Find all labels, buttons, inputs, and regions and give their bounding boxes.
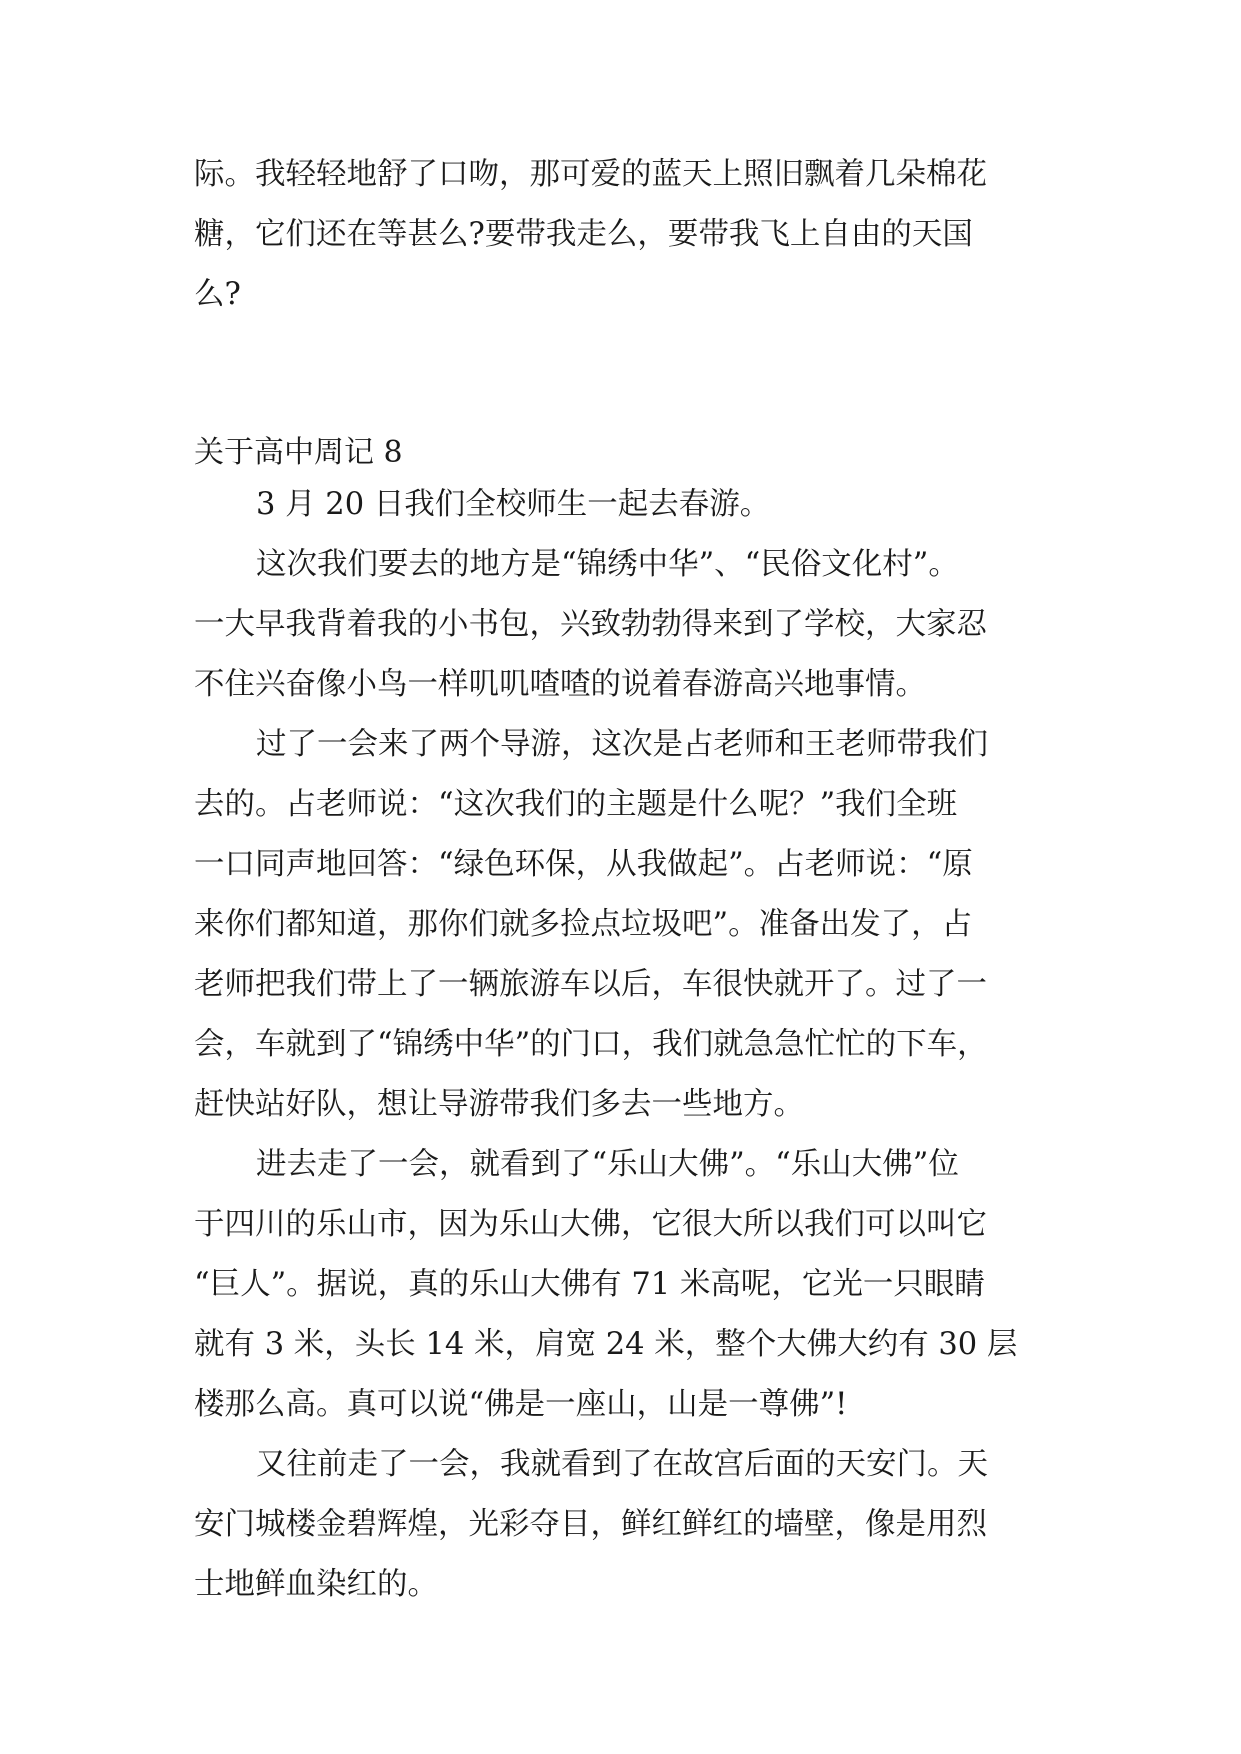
text-line: 老师把我们带上了一辆旅游车以后，车很快就开了。过了一 [194,967,987,1002]
text-line: 会，车就到了“锦绣中华”的门口，我们就急急忙忙的下车， [194,1027,988,1062]
paragraph [194,487,1044,550]
text-line: 过了一会来了两个导游，这次是占老师和王老师带我们 [256,727,988,762]
text-line: 际。我轻轻地舒了口吻，那可爱的蓝天上照旧飘着几朵棉花 [194,157,987,192]
section-heading: 关于高中周记 8 [194,435,403,470]
text-line: 安门城楼金碧辉煌，光彩夺目，鲜红鲜红的墙壁，像是用烈 [194,1507,987,1542]
text-line: 去的。占老师说：“这次我们的主题是什么呢？”我们全班 [194,787,958,822]
text-line: 又往前走了一会，我就看到了在故宫后面的天安门。天 [256,1447,988,1482]
text-line: 于四川的乐山市，因为乐山大佛，它很大所以我们可以叫它 [194,1207,987,1242]
text-line: 糖，它们还在等甚么?要带我走么，要带我飞上自由的天国 [194,217,973,252]
document-page [194,157,1044,1630]
text-line: 不住兴奋像小鸟一样叽叽喳喳的说着春游高兴地事情。 [194,667,926,702]
continuation-text [194,157,1044,340]
text-line: 赶快站好队，想让导游带我们多去一些地方。 [194,1087,804,1122]
text-line: 楼那么高。真可以说“佛是一座山，山是一尊佛”! [194,1387,848,1422]
text-line: “巨人”。据说，真的乐山大佛有 71 米高呢，它光一只眼睛 [194,1267,985,1302]
text-line: 士地鲜血染红的。 [194,1567,438,1602]
paragraph [194,727,1044,1150]
text-line: 进去走了一会，就看到了“乐山大佛”。“乐山大佛”位 [256,1147,959,1182]
paragraph [194,1447,1044,1630]
text-line: 这次我们要去的地方是“锦绣中华”、“民俗文化村”。 [256,547,959,582]
text-line: 一大早我背着我的小书包，兴致勃勃得来到了学校，大家忍 [194,607,987,642]
text-line: 一口同声地回答：“绿色环保，从我做起”。占老师说：“原 [194,847,973,882]
text-line: 就有 3 米，头长 14 米，肩宽 24 米，整个大佛大约有 30 层 [194,1327,1018,1362]
text-line: 么? [194,277,241,312]
paragraph [194,547,1044,730]
text-line: 3 月 20 日我们全校师生一起去春游。 [256,487,771,522]
text-line: 来你们都知道，那你们就多捡点垃圾吧”。准备出发了，占 [194,907,973,942]
paragraph [194,1147,1044,1450]
